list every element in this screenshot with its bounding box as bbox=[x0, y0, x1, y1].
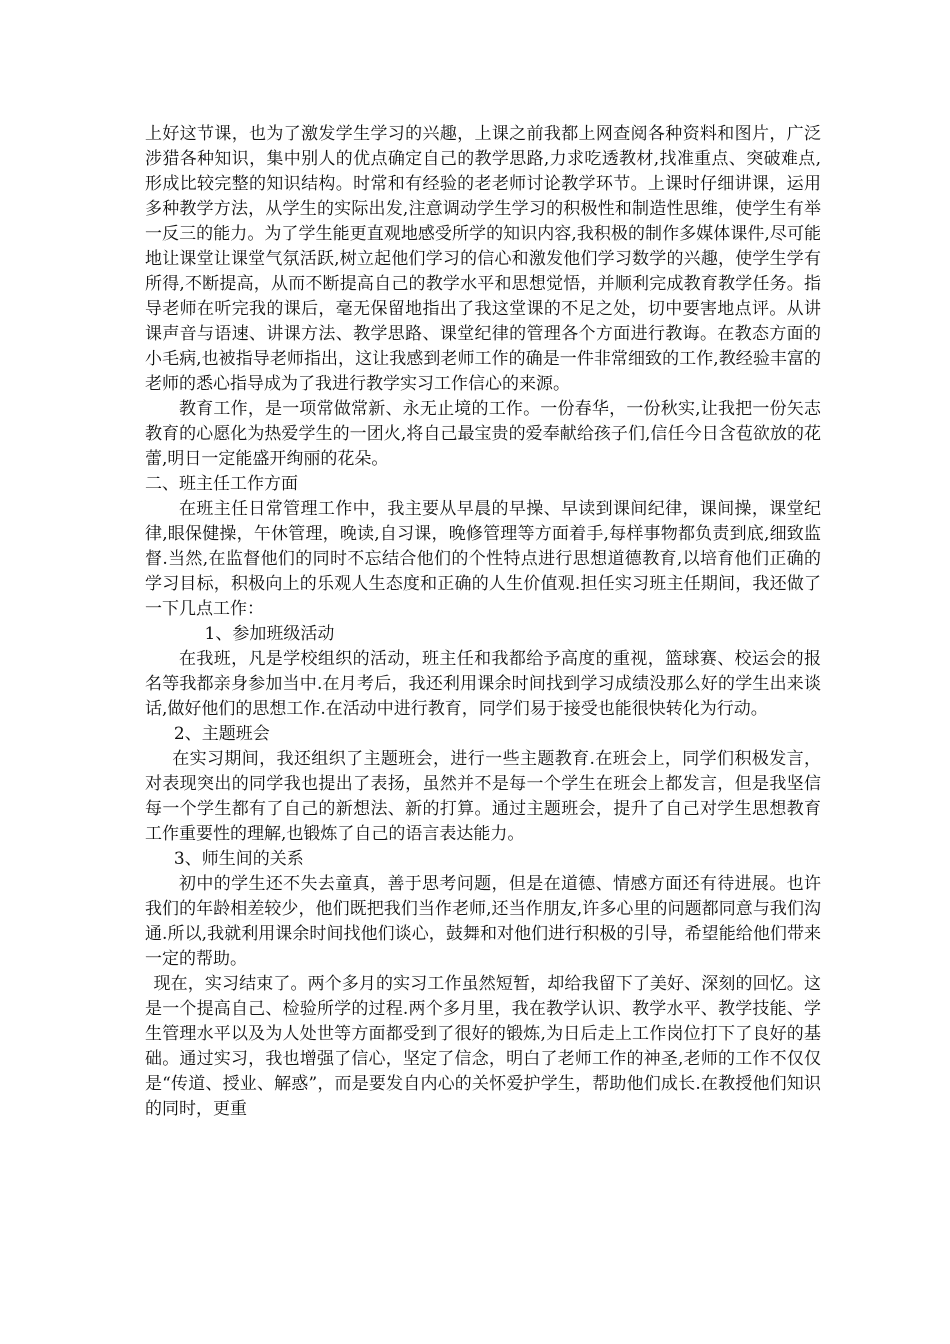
paragraph-teaching-practice: 上好这节课，也为了激发学生学习的兴趣，上课之前我都上网查阅各种资料和图片，广泛涉猎各种知识，集中别人的优点确定自己的教学思路,力求吃透教材,找准重点、突破难点,形成比较完整的知识结构。时常和有经验的老老师讨论教学环节。上课时仔细讲课，运用多种教学方法，从学生的实际出发,注意调动学生学习的积极性和制造性思维，使学生有举一反三的能力。为了学生能更直观地感受所学的知识内容,我积极的制作多媒体课件,尽可能地让课堂让课堂气氛活跃,树立起他们学习的信心和激发他们学习数学的兴趣，使学生学有所得,不断提高，从而不断提高自己的教学水平和思想觉悟，并顺利完成教育教学任务。指导老师在听完我的课后，毫无保留地指出了我这堂课的不足之处，切中要害地点评。从讲课声音与语速、讲课方法、教学思路、课堂纪律的管理各个方面进行教诲。在教态方面的小毛病,也被指导老师指出，这让我感到老师工作的确是一件非常细致的工作,教经验丰富的老师的悉心指导成为了我进行教学实习工作信心的来源。 bbox=[145, 124, 821, 394]
document-body bbox=[145, 122, 821, 1122]
paragraph-teacher-student-relation: 初中的学生还不失去童真，善于思考问题，但是在道德、情感方面还有待进展。也许我们的年龄相差较少，他们既把我们当作老师,还当作朋友,许多心里的问题都同意与我们沟通.所以,我就利用课余时间找他们谈心，鼓舞和对他们进行积极的引导，希望能给他们带来一定的帮助。 bbox=[145, 874, 821, 969]
paragraph-daily-management: 在班主任日常管理工作中，我主要从早晨的早操、早读到课间纪律，课间操，课堂纪律,眼保健操，午休管理，晚读,自习课，晚修管理等方面着手,每样事物都负责到底,细致监督.当然,在监督他们的同时不忘结合他们的个性特点进行思想道德教育,以培育他们正确的学习目标，积极向上的乐观人生态度和正确的人生价值观.担任实习班主任期间，我还做了一下几点工作： bbox=[145, 499, 821, 619]
paragraph-conclusion: 现在，实习结束了。两个多月的实习工作虽然短暂，却给我留下了美好、深刻的回忆。这是一个提高自己、检验所学的过程.两个多月里，我在教学认识、教学水平、教学技能、学生管理水平以及为人处世等方面都受到了很好的锻炼,为日后走上工作岗位打下了良好的基础。通过实习，我也增强了信心，坚定了信念，明白了老师工作的神圣,老师的工作不仅仅是“传道、授业、解惑”，而是要发自内心的关怀爱护学生，帮助他们成长.在教授他们知识的同时，更重 bbox=[145, 974, 821, 1119]
paragraph-theme-meeting: 在实习期间，我还组织了主题班会，进行一些主题教育.在班会上，同学们积极发言，对表现突出的同学我也提出了表扬，虽然并不是每一个学生在班会上都发言，但是我坚信每一个学生都有了自己的新想法、新的打算。通过主题班会，提升了自己对学生思想教育工作重要性的理解,也锻炼了自己的语言表达能力。 bbox=[145, 749, 821, 844]
subheading-theme-meeting: 2、主题班会 bbox=[173, 724, 270, 744]
paragraph-education-work: 教育工作，是一项常做常新、永无止境的工作。一份春华，一份秋实,让我把一份矢志教育的心愿化为热爱学生的一团火,将自己最宝贵的爱奉献给孩子们,信任今日含苞欲放的花蕾,明日一定能盛开绚丽的花朵。 bbox=[145, 399, 821, 469]
subheading-class-activities: 1、参加班级活动 bbox=[204, 624, 335, 644]
section-heading-class-teacher: 二、班主任工作方面 bbox=[145, 474, 298, 494]
paragraph-class-activities: 在我班，凡是学校组织的活动，班主任和我都给予高度的重视，篮球赛、校运会的报名等我都亲身参加当中.在月考后，我还利用课余时间找到学习成绩没那么好的学生出来谈话,做好他们的思想工作.在活动中进行教育，同学们易于接受也能很快转化为行动。 bbox=[145, 649, 821, 719]
subheading-teacher-student-relation: 3、师生间的关系 bbox=[173, 849, 304, 869]
